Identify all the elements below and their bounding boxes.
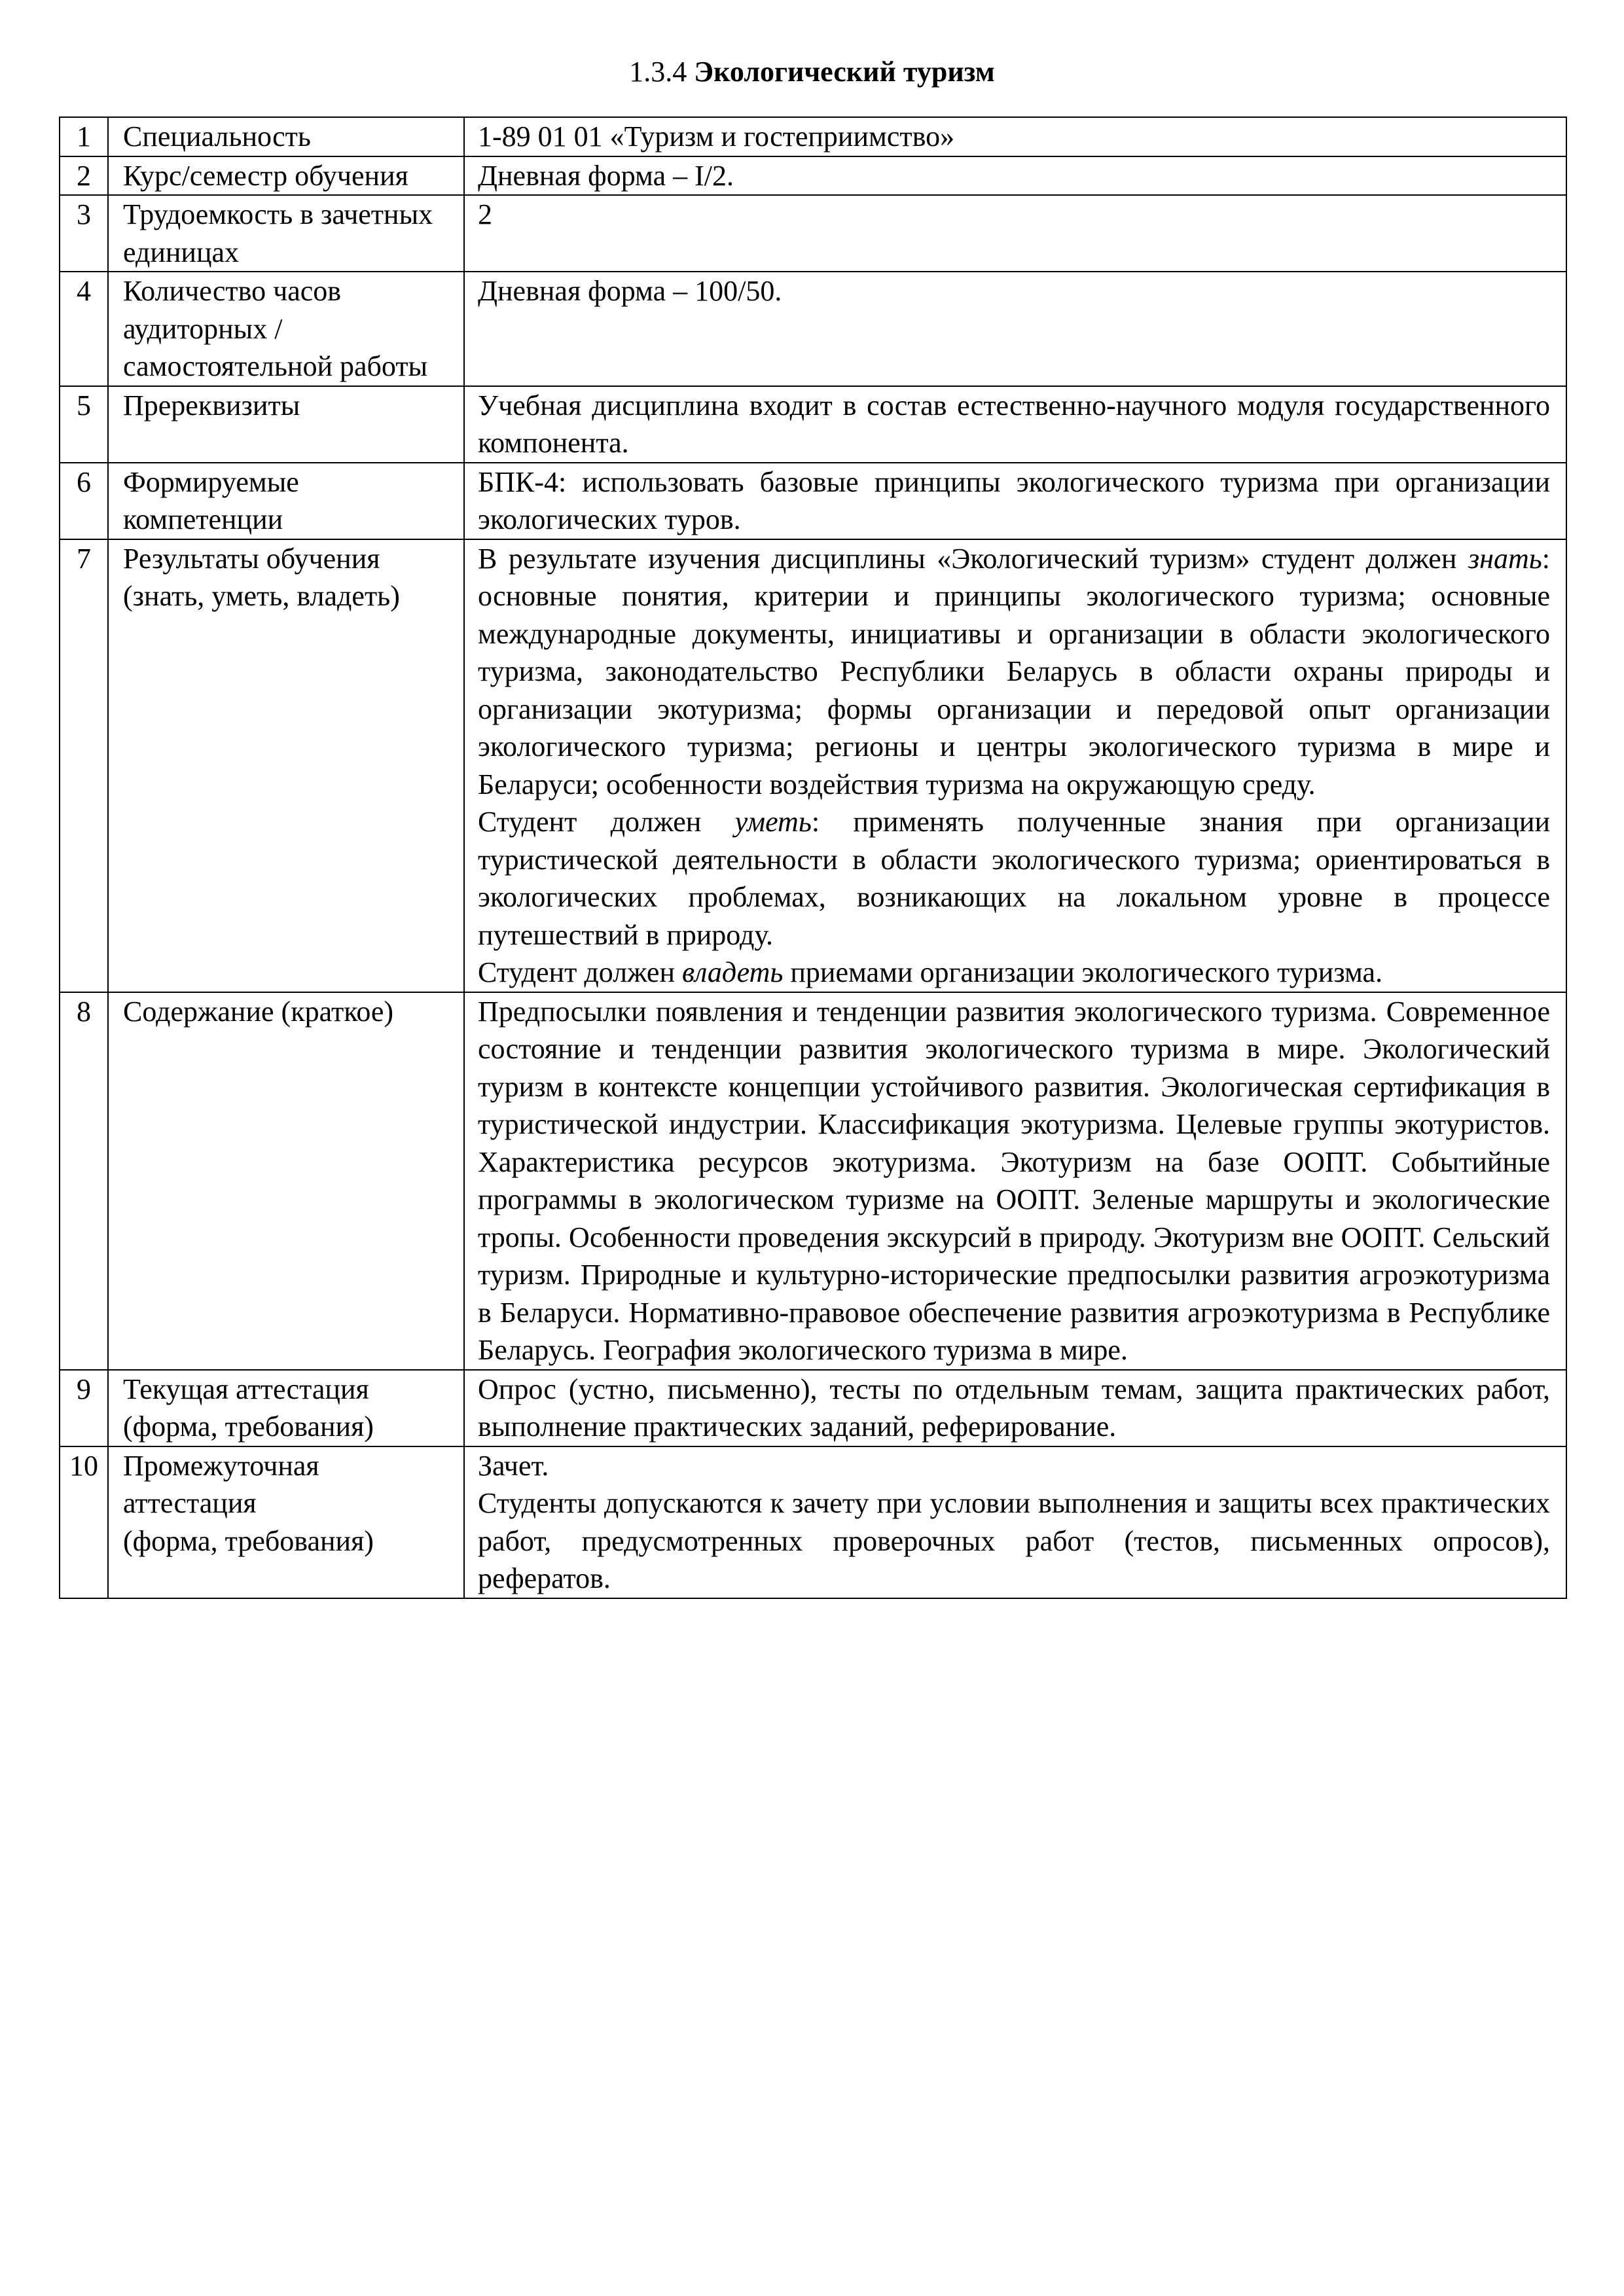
row-value: Дневная форма – I/2.: [464, 156, 1566, 196]
row-number: 6: [60, 463, 108, 539]
row-number: 7: [60, 539, 108, 992]
table-row-specialty: [60, 117, 1566, 156]
row-number: 2: [60, 156, 108, 196]
text-fragment: Студент должен: [478, 956, 682, 988]
table-row-course: [60, 156, 1566, 196]
row-label: [108, 1446, 464, 1598]
text-fragment: Студент должен: [478, 806, 735, 838]
assessment-form: Зачет.: [478, 1449, 549, 1482]
row-number: 8: [60, 992, 108, 1370]
row-label: Количество часов аудиторных / самостоятельной работы: [108, 272, 464, 386]
assessment-requirements: Студенты допускаются к зачету при условии выполнения и защиты всех практических работ, предусмотренных проверочных работ (тестов, письменных опросов), рефератов.: [478, 1487, 1550, 1594]
row-value: БПК-4: использовать базовые принципы экологического туризма при организации экологических туров.: [464, 463, 1566, 539]
row-value: Предпосылки появления и тенденции развития экологического туризма. Современное состояние и тенденции развития экологического туризма в мире. Экологический туризм в контексте концепции устойчивого развития. Экологическая сертификация в туристической индустрии. Классификация экотуризма. Целевые группы экотуристов. Характеристика ресурсов экотуризма. Экотуризм на базе ООПТ. Событийные программы в экологическом туризме на ООПТ. Зеленые маршруты и экологические тропы. Особенности проведения экскурсий в природу. Экотуризм вне ООПТ. Сельский туризм. Природные и культурно-исторические предпосылки развития агроэкотуризма в Беларуси. Нормативно-правовое обеспечение развития агроэкотуризма в Республике Беларусь. География экологического туризма в мире.: [464, 992, 1566, 1370]
table-row-intermediate-assessment: [60, 1446, 1566, 1598]
table-row-credits: [60, 195, 1566, 272]
row-label: Трудоемкость в зачетных единицах: [108, 195, 464, 272]
outcomes-master-paragraph: [478, 954, 1550, 992]
row-value: [464, 1446, 1566, 1598]
table-row-hours: [60, 272, 1566, 386]
row-value: [464, 539, 1566, 992]
row-number: 1: [60, 117, 108, 156]
row-label: Специальность: [108, 117, 464, 156]
row-value: Опрос (устно, письменно), тесты по отдельным темам, защита практических работ, выполнение практических заданий, реферирование.: [464, 1370, 1566, 1446]
row-value: Учебная дисциплина входит в состав естественно-научного модуля государственного компонента.: [464, 386, 1566, 463]
discipline-info-table: [59, 117, 1567, 1599]
table-row-current-assessment: [60, 1370, 1566, 1446]
table-row-prerequisites: [60, 386, 1566, 463]
row-label: Пререквизиты: [108, 386, 464, 463]
label-line: (форма, требования): [123, 1524, 374, 1557]
text-fragment: : основные понятия, критерии и принципы экологического туризма; основные международные документы, инициативы и организации в области экологического туризма, законодательство Республики Беларусь в области охраны природы и организации экотуризма; формы организации и передовой опыт организации экологического туризма; регионы и центры экологического туризма в мире и Беларуси; особенности воздействия туризма на окружающую среду.: [478, 542, 1550, 800]
label-line: Промежуточная аттестация: [123, 1449, 319, 1519]
table-row-competencies: [60, 463, 1566, 539]
row-number: 3: [60, 195, 108, 272]
text-fragment: приемами организации экологического туризма.: [783, 956, 1383, 988]
row-label: Формируемые компетенции: [108, 463, 464, 539]
row-value: Дневная форма – 100/50.: [464, 272, 1566, 386]
row-number: 5: [60, 386, 108, 463]
table-row-learning-outcomes: [60, 539, 1566, 992]
row-value: 1-89 01 01 «Туризм и гостеприимство»: [464, 117, 1566, 156]
row-number: 4: [60, 272, 108, 386]
outcomes-know-paragraph: [478, 540, 1550, 804]
section-number: 1.3.4: [629, 56, 687, 88]
table-row-content: [60, 992, 1566, 1370]
emphasis-can: уметь: [734, 806, 812, 838]
row-number: 10: [60, 1446, 108, 1598]
emphasis-master: владеть: [682, 956, 784, 988]
row-label: Результаты обучения (знать, уметь, владеть): [108, 539, 464, 992]
row-value: 2: [464, 195, 1566, 272]
page-title: [0, 52, 1624, 92]
text-fragment: : применять полученные знания при организации туристической деятельности в области экологического туризма; ориентироваться в экологических проблемах, возникающих на локальном уровне в процессе путешествий в природу.: [478, 806, 1550, 951]
outcomes-can-paragraph: [478, 803, 1550, 954]
text-fragment: В результате изучения дисциплины «Экологический туризм» студент должен: [478, 542, 1468, 575]
row-label: Текущая аттестация (форма, требования): [108, 1370, 464, 1446]
row-number: 9: [60, 1370, 108, 1446]
section-title: Экологический туризм: [694, 56, 995, 88]
row-label: Содержание (краткое): [108, 992, 464, 1370]
emphasis-know: знать: [1468, 542, 1542, 575]
row-label: Курс/семестр обучения: [108, 156, 464, 196]
